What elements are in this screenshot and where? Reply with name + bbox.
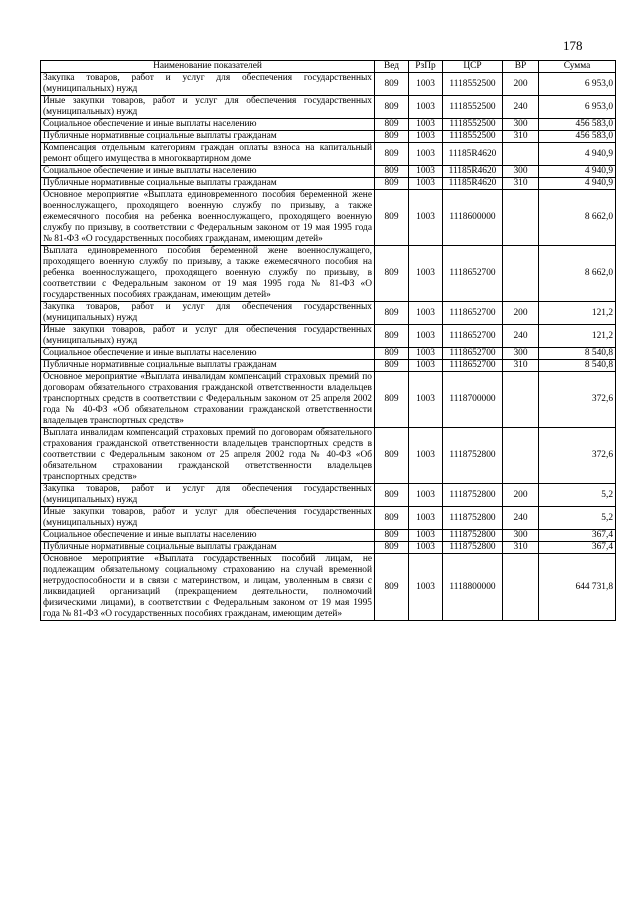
cell-name: Социальное обеспечение и иные выплаты населению (41, 348, 375, 360)
cell-rzpr: 1003 (409, 360, 443, 372)
cell-csr: 11185R4620 (443, 178, 503, 190)
cell-ved: 809 (375, 96, 409, 119)
cell-rzpr: 1003 (409, 325, 443, 348)
table-row (41, 190, 616, 246)
cell-ved: 809 (375, 360, 409, 372)
cell-vr (503, 246, 539, 302)
cell-sum: 5,2 (539, 507, 616, 530)
cell-sum: 367,4 (539, 542, 616, 554)
cell-sum: 372,6 (539, 428, 616, 484)
cell-ved: 809 (375, 166, 409, 178)
header-sum: Сумма (539, 61, 616, 73)
cell-name: Выплата инвалидам компенсаций страховых премий по договорам обязательного страхования гражданской ответственности владельцев транспортных средств в соответствии с Федеральным законом от 25 апреля 2002 года № 40-ФЗ «Об обязательном страховании гражданской ответственности владельцев транспортных средств» (41, 428, 375, 484)
table-row (41, 178, 616, 190)
cell-csr: 1118652700 (443, 325, 503, 348)
cell-name: Закупка товаров, работ и услуг для обеспечения государственных (муниципальных) нужд (41, 484, 375, 507)
cell-ved: 809 (375, 484, 409, 507)
cell-sum: 121,2 (539, 302, 616, 325)
cell-vr (503, 428, 539, 484)
cell-ved: 809 (375, 325, 409, 348)
cell-rzpr: 1003 (409, 246, 443, 302)
cell-rzpr: 1003 (409, 143, 443, 166)
cell-rzpr: 1003 (409, 507, 443, 530)
table-row (41, 246, 616, 302)
cell-sum: 4 940,9 (539, 178, 616, 190)
table-row (41, 428, 616, 484)
cell-ved: 809 (375, 302, 409, 325)
cell-vr: 200 (503, 484, 539, 507)
table-row (41, 484, 616, 507)
cell-sum: 8 662,0 (539, 246, 616, 302)
header-rzpr: РзПр (409, 61, 443, 73)
cell-rzpr: 1003 (409, 530, 443, 542)
cell-ved: 809 (375, 428, 409, 484)
cell-rzpr: 1003 (409, 190, 443, 246)
header-name: Наименование показателей (41, 61, 375, 73)
cell-csr: 1118652700 (443, 360, 503, 372)
cell-name: Социальное обеспечение и иные выплаты населению (41, 119, 375, 131)
cell-ved: 809 (375, 348, 409, 360)
cell-vr (503, 190, 539, 246)
cell-rzpr: 1003 (409, 302, 443, 325)
cell-rzpr: 1003 (409, 484, 443, 507)
table-row (41, 507, 616, 530)
table-header-row (41, 61, 616, 73)
cell-name: Иные закупки товаров, работ и услуг для обеспечения государственных (муниципальных) нужд (41, 325, 375, 348)
header-csr: ЦСР (443, 61, 503, 73)
cell-ved: 809 (375, 73, 409, 96)
cell-sum: 456 583,0 (539, 119, 616, 131)
cell-ved: 809 (375, 143, 409, 166)
cell-vr: 200 (503, 302, 539, 325)
cell-vr: 300 (503, 530, 539, 542)
table-row (41, 542, 616, 554)
cell-vr: 240 (503, 507, 539, 530)
table-row (41, 143, 616, 166)
cell-vr: 310 (503, 542, 539, 554)
cell-rzpr: 1003 (409, 542, 443, 554)
cell-sum: 6 953,0 (539, 96, 616, 119)
cell-vr: 300 (503, 119, 539, 131)
cell-rzpr: 1003 (409, 131, 443, 143)
page-number: 178 (563, 38, 583, 53)
cell-sum: 8 662,0 (539, 190, 616, 246)
cell-vr: 200 (503, 73, 539, 96)
cell-sum: 6 953,0 (539, 73, 616, 96)
cell-name: Социальное обеспечение и иные выплаты населению (41, 530, 375, 542)
cell-name: Публичные нормативные социальные выплаты гражданам (41, 178, 375, 190)
table-row (41, 360, 616, 372)
cell-rzpr: 1003 (409, 119, 443, 131)
cell-rzpr: 1003 (409, 73, 443, 96)
cell-name: Закупка товаров, работ и услуг для обеспечения государственных (муниципальных) нужд (41, 302, 375, 325)
cell-rzpr: 1003 (409, 178, 443, 190)
cell-name: Публичные нормативные социальные выплаты гражданам (41, 542, 375, 554)
cell-rzpr: 1003 (409, 96, 443, 119)
cell-ved: 809 (375, 372, 409, 428)
cell-sum: 4 940,9 (539, 166, 616, 178)
cell-vr: 310 (503, 178, 539, 190)
cell-sum: 5,2 (539, 484, 616, 507)
cell-csr: 1118752800 (443, 507, 503, 530)
cell-csr: 1118600000 (443, 190, 503, 246)
cell-csr: 1118800000 (443, 554, 503, 621)
cell-sum: 456 583,0 (539, 131, 616, 143)
table-row (41, 119, 616, 131)
table-body (41, 73, 616, 621)
cell-csr: 11185R4620 (443, 143, 503, 166)
cell-rzpr: 1003 (409, 554, 443, 621)
cell-name: Социальное обеспечение и иные выплаты населению (41, 166, 375, 178)
cell-csr: 1118652700 (443, 246, 503, 302)
cell-vr: 240 (503, 325, 539, 348)
cell-sum: 8 540,8 (539, 360, 616, 372)
cell-csr: 1118652700 (443, 348, 503, 360)
cell-csr: 1118752800 (443, 428, 503, 484)
cell-sum: 372,6 (539, 372, 616, 428)
cell-name: Закупка товаров, работ и услуг для обеспечения государственных (муниципальных) нужд (41, 73, 375, 96)
header-vr: ВР (503, 61, 539, 73)
table-row (41, 372, 616, 428)
cell-vr: 300 (503, 166, 539, 178)
cell-vr: 310 (503, 360, 539, 372)
cell-ved: 809 (375, 178, 409, 190)
cell-name: Иные закупки товаров, работ и услуг для обеспечения государственных (муниципальных) нужд (41, 96, 375, 119)
cell-sum: 644 731,8 (539, 554, 616, 621)
cell-ved: 809 (375, 542, 409, 554)
cell-vr: 310 (503, 131, 539, 143)
cell-ved: 809 (375, 246, 409, 302)
cell-csr: 1118752800 (443, 530, 503, 542)
cell-csr: 1118752800 (443, 542, 503, 554)
cell-vr: 240 (503, 96, 539, 119)
table-row (41, 348, 616, 360)
cell-csr: 1118552500 (443, 131, 503, 143)
cell-rzpr: 1003 (409, 372, 443, 428)
table-row (41, 325, 616, 348)
cell-ved: 809 (375, 507, 409, 530)
cell-name: Компенсация отдельным категориям граждан оплаты взноса на капитальный ремонт общего имущества в многоквартирном доме (41, 143, 375, 166)
cell-ved: 809 (375, 190, 409, 246)
cell-name: Основное мероприятие «Выплата государственных пособий лицам, не подлежащим обязательному социальному страхованию на случай временной нетрудоспособности и в связи с материнством, и лицам, уволенным в связи с ликвидацией организаций (прекращением деятельности, полномочий физическими лицами), в соответствии с Федеральным законом от 19 мая 1995 года № 81-ФЗ «О государственных пособиях гражданам, имеющим детей» (41, 554, 375, 621)
cell-name: Выплата единовременного пособия беременной жене военнослужащего, проходящего военную службу по призыву, а также ежемесячного пособия на ребенка военнослужащего, проходящего военную службу по призыву, в соответствии с Федеральным законом от 19 мая 1995 года № 81-ФЗ «О государственных пособиях гражданам, имеющим детей» (41, 246, 375, 302)
cell-vr (503, 372, 539, 428)
table-row (41, 302, 616, 325)
cell-sum: 367,4 (539, 530, 616, 542)
cell-vr (503, 143, 539, 166)
table-row (41, 73, 616, 96)
cell-sum: 4 940,9 (539, 143, 616, 166)
table-row (41, 131, 616, 143)
table-row (41, 530, 616, 542)
table-row (41, 96, 616, 119)
cell-sum: 121,2 (539, 325, 616, 348)
cell-name: Иные закупки товаров, работ и услуг для обеспечения государственных (муниципальных) нужд (41, 507, 375, 530)
cell-csr: 1118552500 (443, 96, 503, 119)
cell-name: Основное мероприятие «Выплата инвалидам компенсаций страховых премий по договорам обязательного страхования гражданской ответственности владельцев транспортных средств в соответствии с Федеральным законом от 25 апреля 2002 года № 40-ФЗ «Об обязательном страховании гражданской ответственности владельцев транспортных средств» (41, 372, 375, 428)
cell-csr: 11185R4620 (443, 166, 503, 178)
cell-csr: 1118752800 (443, 484, 503, 507)
cell-vr (503, 554, 539, 621)
cell-vr: 300 (503, 348, 539, 360)
cell-rzpr: 1003 (409, 348, 443, 360)
table-row (41, 554, 616, 621)
cell-ved: 809 (375, 554, 409, 621)
cell-csr: 1118552500 (443, 73, 503, 96)
cell-name: Публичные нормативные социальные выплаты гражданам (41, 131, 375, 143)
cell-ved: 809 (375, 119, 409, 131)
cell-rzpr: 1003 (409, 166, 443, 178)
cell-sum: 8 540,8 (539, 348, 616, 360)
cell-csr: 1118552500 (443, 119, 503, 131)
cell-name: Публичные нормативные социальные выплаты гражданам (41, 360, 375, 372)
header-ved: Вед (375, 61, 409, 73)
budget-table (40, 60, 616, 621)
cell-csr: 1118700000 (443, 372, 503, 428)
cell-ved: 809 (375, 530, 409, 542)
table-row (41, 166, 616, 178)
cell-rzpr: 1003 (409, 428, 443, 484)
cell-name: Основное мероприятие «Выплата единовременного пособия беременной жене военнослужащего, проходящего военную службу по призыву, а также ежемесячного пособия на ребенка военнослужащего, проходящего военную службу по призыву, в соответствии с Федеральным законом от 19 мая 1995 года № 81-ФЗ «О государственных пособиях гражданам, имеющим детей» (41, 190, 375, 246)
cell-ved: 809 (375, 131, 409, 143)
cell-csr: 1118652700 (443, 302, 503, 325)
